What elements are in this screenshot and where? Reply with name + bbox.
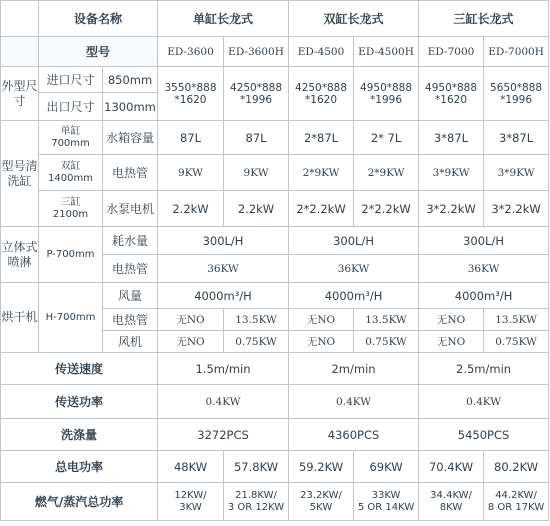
tank-capacity-cell: 87L xyxy=(224,121,289,155)
water-consumption-label: 耗水量 xyxy=(103,227,158,255)
conveyor-power-label: 传送功率 xyxy=(1,385,158,419)
total-power-cell: 80.2KW xyxy=(484,451,549,483)
dryer-heater-cell: 13.5KW xyxy=(224,309,289,331)
double-tank-header: 双缸长龙式 xyxy=(289,1,419,37)
dryer-heater-cell: 13.5KW xyxy=(484,309,549,331)
fan-cell: 无NO xyxy=(419,331,484,353)
single-tank-header: 单缸长龙式 xyxy=(158,1,289,37)
fan-cell: 0.75KW xyxy=(354,331,419,353)
triple-tank-header: 三缸长龙式 xyxy=(419,1,549,37)
water-consumption-cell: 300L/H xyxy=(419,227,549,255)
air-volume-label: 风量 xyxy=(103,283,158,309)
pump-motor-label: 水泵电机 xyxy=(103,191,158,227)
spray-size: P-700mm xyxy=(39,227,103,283)
conveyor-speed-label: 传送速度 xyxy=(1,353,158,385)
pump-motor-cell: 2.2kW xyxy=(158,191,224,227)
conveyor-speed-cell: 1.5m/min xyxy=(158,353,289,385)
tank-capacity-cell: 87L xyxy=(158,121,224,155)
pump-motor-cell: 2.2kW xyxy=(224,191,289,227)
wash-amount-cell: 5450PCS xyxy=(419,419,549,451)
dryer-heater-cell: 13.5KW xyxy=(354,309,419,331)
air-volume-cell: 4000m³/H xyxy=(158,283,289,309)
heater-cell: 3*9KW xyxy=(419,155,484,191)
spray-heater-label: 电热管 xyxy=(103,255,158,283)
water-consumption-cell: 300L/H xyxy=(289,227,419,255)
spray-heater-cell: 36KW xyxy=(289,255,419,283)
outlet-value: 1300mm xyxy=(103,93,158,121)
dryer-size: H-700mm xyxy=(39,283,103,353)
dimension-cell: 3550*888 *1620 xyxy=(158,67,224,121)
pump-motor-cell: 3*2.2kW xyxy=(484,191,549,227)
heater-cell: 2*9KW xyxy=(289,155,354,191)
tank-capacity-cell: 2* 7L xyxy=(354,121,419,155)
wash-amount-label: 洗涤量 xyxy=(1,419,158,451)
tank-capacity-label: 水箱容量 xyxy=(103,121,158,155)
spray-heater-cell: 36KW xyxy=(419,255,549,283)
air-volume-cell: 4000m³/H xyxy=(419,283,549,309)
triple-tank-label: 三缸 2100m xyxy=(39,191,103,227)
conveyor-power-cell: 0.4KW xyxy=(289,385,419,419)
pump-motor-cell: 2*2.2kW xyxy=(354,191,419,227)
blank-cell xyxy=(1,37,39,67)
model-cell: ED-4500H xyxy=(354,37,419,67)
total-power-cell: 57.8KW xyxy=(224,451,289,483)
conveyor-power-cell: 0.4KW xyxy=(158,385,289,419)
dimension-cell: 4250*888 *1996 xyxy=(224,67,289,121)
conveyor-speed-cell: 2.5m/min xyxy=(419,353,549,385)
dimension-cell: 5650*888 *1996 xyxy=(484,67,549,121)
tank-capacity-cell: 2*87L xyxy=(289,121,354,155)
dryer-group-label: 烘干机 xyxy=(1,283,39,353)
gas-steam-power-cell: 34.4KW/ 8KW xyxy=(419,483,484,521)
inlet-label: 进口尺寸 xyxy=(39,67,103,93)
pump-motor-cell: 3*2.2kW xyxy=(419,191,484,227)
gas-steam-power-cell: 33KW 5 OR 14KW xyxy=(354,483,419,521)
tank-capacity-cell: 3*87L xyxy=(419,121,484,155)
spray-group-label: 立体式喷淋 xyxy=(1,227,39,283)
inlet-value: 850mm xyxy=(103,67,158,93)
model-cell: ED-4500 xyxy=(289,37,354,67)
dryer-heater-label: 电热管 xyxy=(103,309,158,331)
washer-group-label: 型号清洗缸 xyxy=(1,121,39,227)
total-power-cell: 48KW xyxy=(158,451,224,483)
gas-steam-power-cell: 21.8KW/ 3 OR 12KW xyxy=(224,483,289,521)
outlet-label: 出口尺寸 xyxy=(39,93,103,121)
fan-cell: 0.75KW xyxy=(484,331,549,353)
wash-amount-cell: 3272PCS xyxy=(158,419,289,451)
single-tank-label: 单缸 700mm xyxy=(39,121,103,155)
model-cell: ED-3600H xyxy=(224,37,289,67)
heater-cell: 9KW xyxy=(158,155,224,191)
gas-steam-power-cell: 12KW/ 3KW xyxy=(158,483,224,521)
fan-cell: 无NO xyxy=(289,331,354,353)
heater-cell: 2*9KW xyxy=(354,155,419,191)
dryer-heater-cell: 无NO xyxy=(289,309,354,331)
gas-steam-power-cell: 23.2KW/ 5KW xyxy=(289,483,354,521)
model-label: 型号 xyxy=(39,37,158,67)
total-power-label: 总电功率 xyxy=(1,451,158,483)
fan-cell: 0.75KW xyxy=(224,331,289,353)
fan-label: 风机 xyxy=(103,331,158,353)
heater-cell: 9KW xyxy=(224,155,289,191)
conveyor-power-cell: 0.4KW xyxy=(419,385,549,419)
gas-steam-power-cell: 44.2KW/ 8 OR 17KW xyxy=(484,483,549,521)
dryer-heater-cell: 无NO xyxy=(419,309,484,331)
water-consumption-cell: 300L/H xyxy=(158,227,289,255)
fan-cell: 无NO xyxy=(158,331,224,353)
conveyor-speed-cell: 2m/min xyxy=(289,353,419,385)
model-cell: ED-7000H xyxy=(484,37,549,67)
dimension-cell: 4250*888 *1620 xyxy=(289,67,354,121)
dryer-heater-cell: 无NO xyxy=(158,309,224,331)
tank-capacity-cell: 3*87L xyxy=(484,121,549,155)
air-volume-cell: 4000m³/H xyxy=(289,283,419,309)
double-tank-label: 双缸 1400mm xyxy=(39,155,103,191)
model-cell: ED-3600 xyxy=(158,37,224,67)
dimension-cell: 4950*888 *1620 xyxy=(419,67,484,121)
model-cell: ED-7000 xyxy=(419,37,484,67)
gas-steam-power-label: 燃气/蒸汽总功率 xyxy=(1,483,158,521)
dimension-cell: 4950*888 *1996 xyxy=(354,67,419,121)
spray-heater-cell: 36KW xyxy=(158,255,289,283)
corner-cell xyxy=(1,1,39,37)
heater-label: 电热管 xyxy=(103,155,158,191)
wash-amount-cell: 4360PCS xyxy=(289,419,419,451)
size-group-label: 外型尺寸 xyxy=(1,67,39,121)
pump-motor-cell: 2*2.2kW xyxy=(289,191,354,227)
total-power-cell: 59.2KW xyxy=(289,451,354,483)
equipment-name-header: 设备名称 xyxy=(39,1,158,37)
total-power-cell: 69KW xyxy=(354,451,419,483)
heater-cell: 3*9KW xyxy=(484,155,549,191)
total-power-cell: 70.4KW xyxy=(419,451,484,483)
